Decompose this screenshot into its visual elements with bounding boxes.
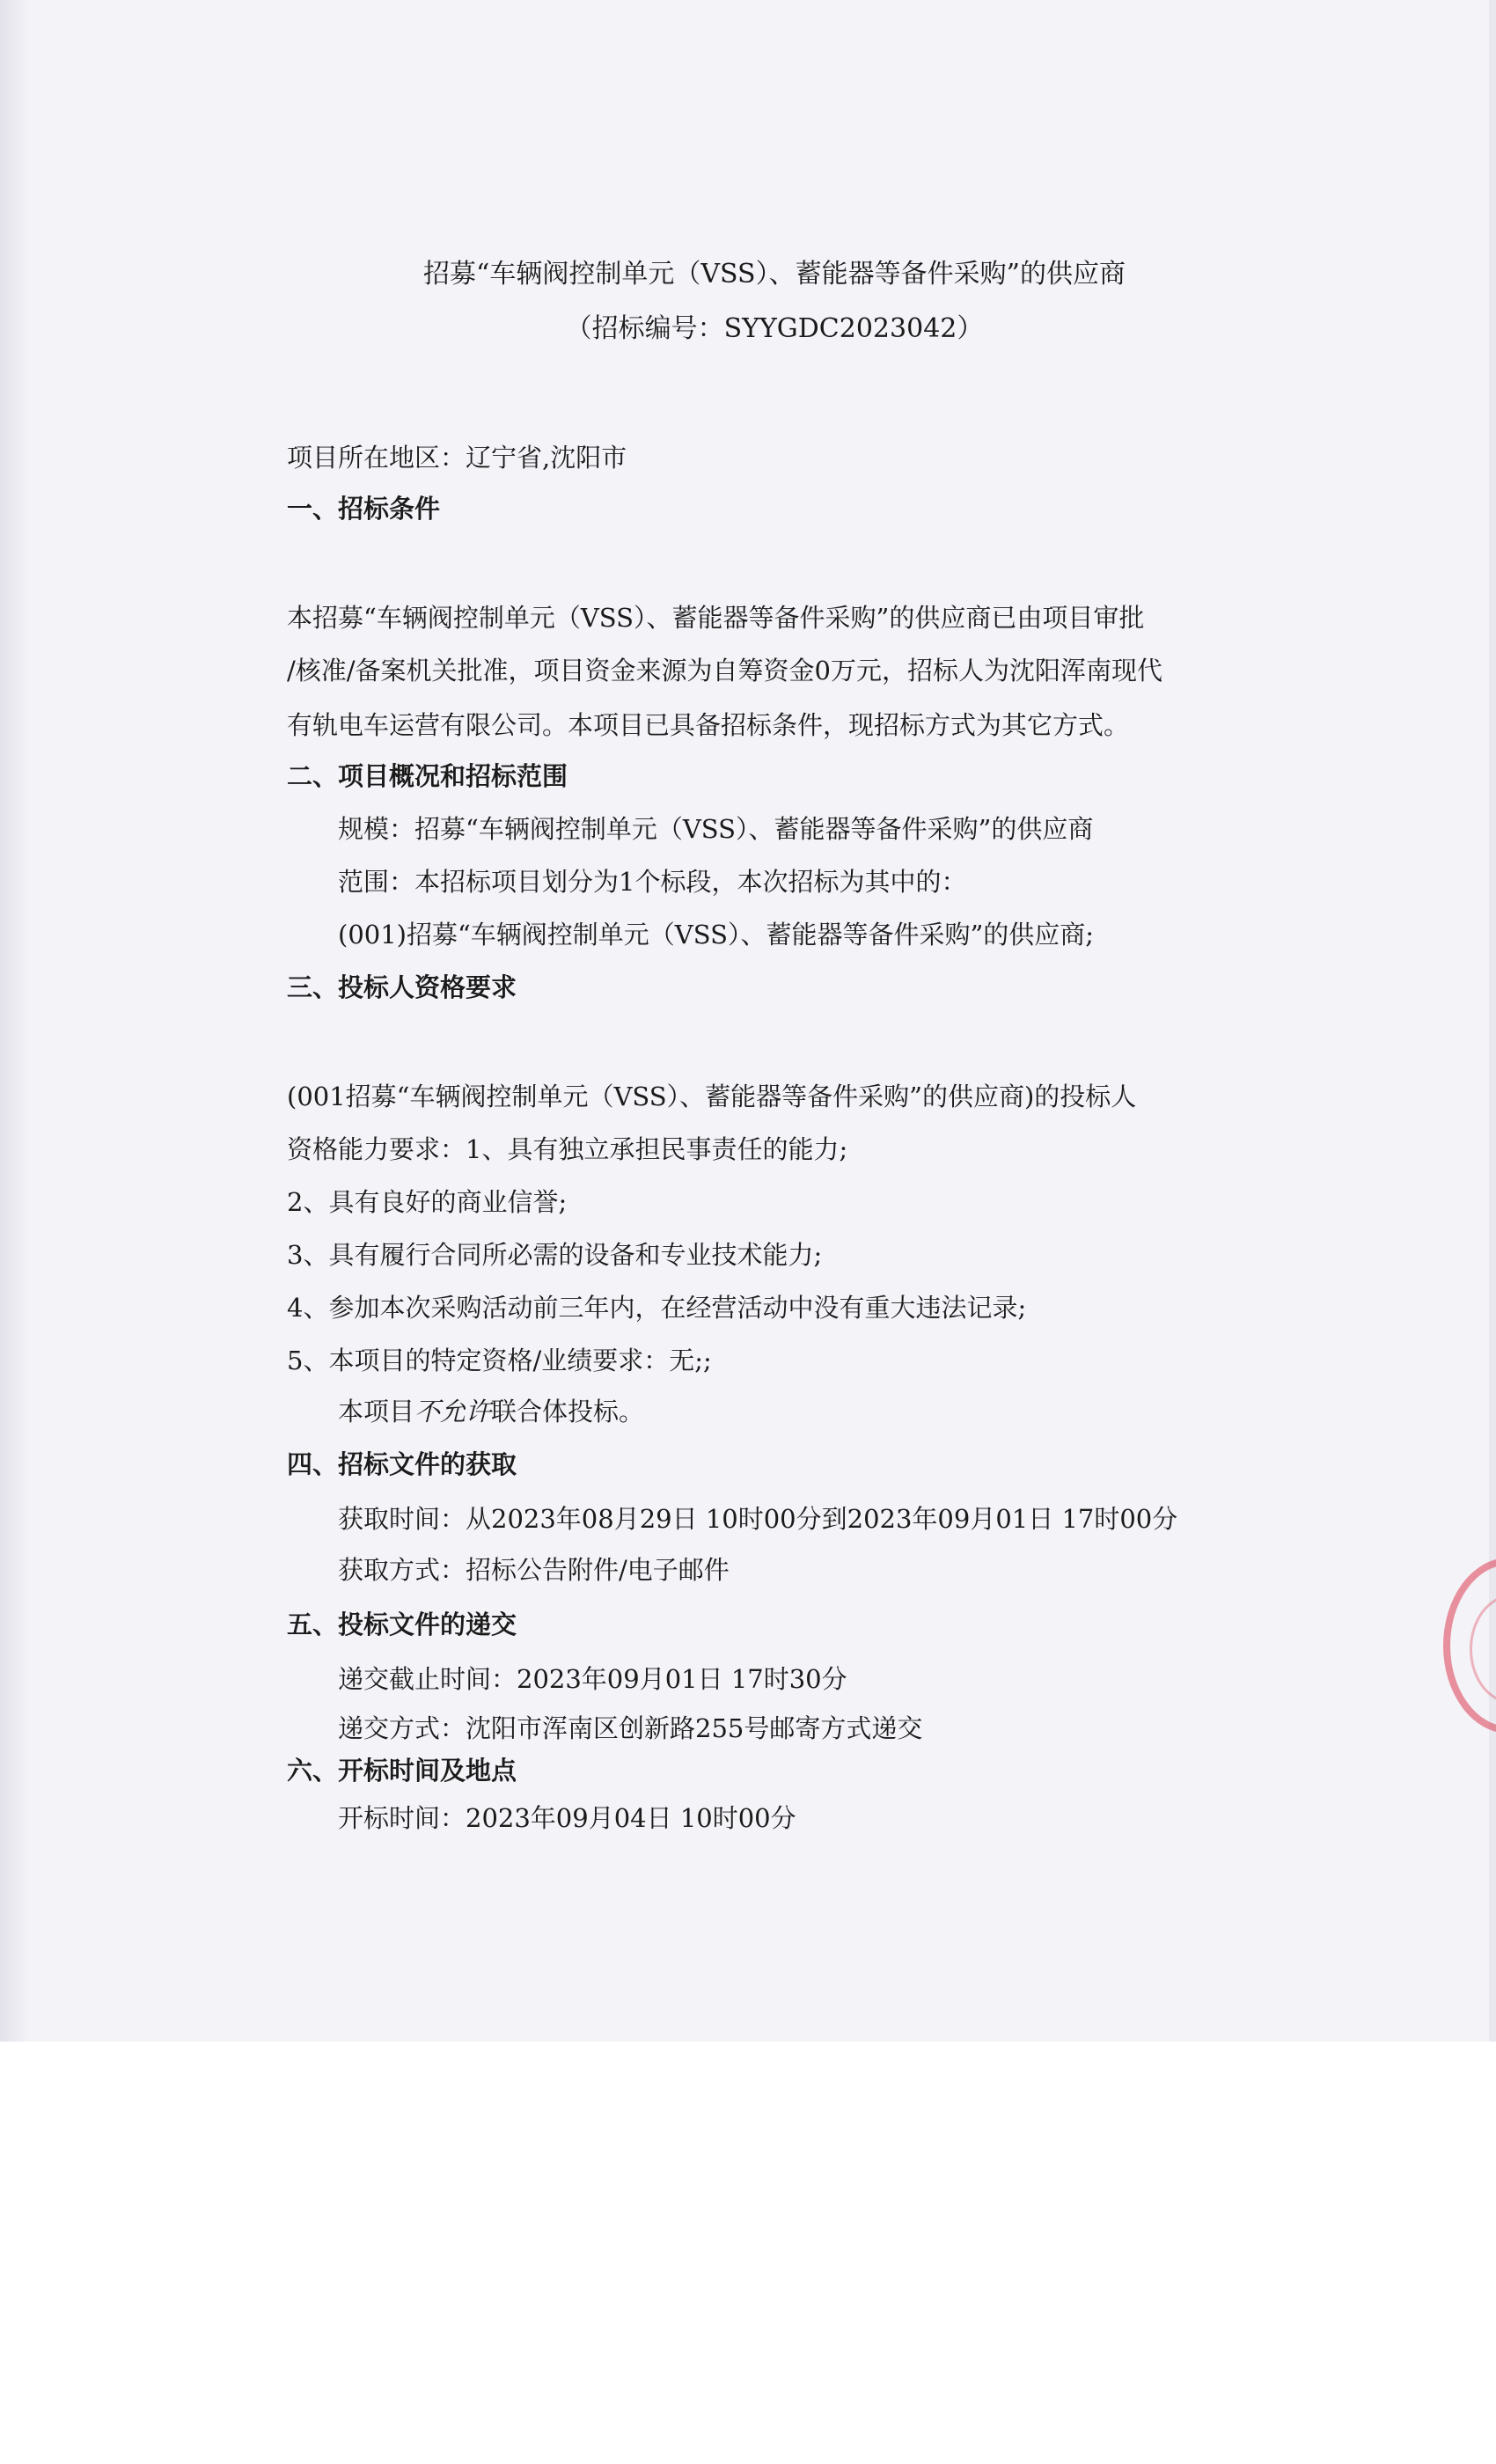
document-subtitle: （招标编号：SYYGDC2023042） — [565, 313, 984, 344]
scan-right-edge — [1489, 0, 1496, 2042]
scan-left-edge — [0, 0, 30, 2042]
project-scale: 规模：招募“车辆阀控制单元（VSS）、蓄能器等备件采购”的供应商 — [338, 814, 1094, 844]
red-seal-stamp — [1443, 1558, 1496, 1734]
section-2-heading: 二、项目概况和招标范围 — [287, 761, 568, 791]
joint-bidding-suffix: 联合体投标。 — [491, 1397, 645, 1426]
section-1-paragraph-line: 有轨电车运营有限公司。本项目已具备招标条件，现招标方式为其它方式。 — [287, 710, 1130, 740]
project-scope: 范围：本招标项目划分为1个标段，本次招标为其中的： — [338, 867, 967, 897]
section-6-heading: 六、开标时间及地点 — [287, 1756, 517, 1786]
joint-bidding-note — [338, 1394, 644, 1429]
joint-bidding-emphasis: 不允许 — [414, 1397, 492, 1426]
section-1-paragraph-line: /核准/备案机关批准，项目资金来源为自筹资金0万元，招标人为沈阳浑南现代 — [287, 656, 1162, 686]
qualification-intro-line: 资格能力要求：1、具有独立承担民事责任的能力; — [287, 1134, 848, 1164]
section-4-heading: 四、招标文件的获取 — [287, 1449, 517, 1479]
section-3-heading: 三、投标人资格要求 — [287, 972, 517, 1002]
qualification-item: 2、具有良好的商业信誉; — [287, 1187, 568, 1217]
qualification-item: 4、参加本次采购活动前三年内，在经营活动中没有重大违法记录; — [287, 1293, 1027, 1323]
bid-opening-time: 开标时间：2023年09月04日 10时00分 — [338, 1803, 796, 1833]
document-acquisition-time: 获取时间：从2023年08月29日 10时00分到2023年09月01日 17时00分 — [338, 1504, 1178, 1534]
submission-method: 递交方式：沈阳市浑南区创新路255号邮寄方式递交 — [338, 1713, 923, 1743]
document-title: 招募“车辆阀控制单元（VSS）、蓄能器等备件采购”的供应商 — [423, 259, 1126, 290]
project-location: 项目所在地区：辽宁省,沈阳市 — [287, 443, 627, 473]
section-5-heading: 五、投标文件的递交 — [287, 1610, 517, 1639]
project-lot: (001)招募“车辆阀控制单元（VSS）、蓄能器等备件采购”的供应商; — [338, 920, 1095, 950]
qualification-item: 5、本项目的特定资格/业绩要求：无;; — [287, 1346, 712, 1375]
submission-deadline: 递交截止时间：2023年09月01日 17时30分 — [338, 1664, 847, 1694]
document-acquisition-method: 获取方式：招标公告附件/电子邮件 — [338, 1555, 730, 1585]
joint-bidding-prefix: 本项目 — [338, 1397, 415, 1426]
section-1-paragraph-line: 本招募“车辆阀控制单元（VSS）、蓄能器等备件采购”的供应商已由项目审批 — [287, 603, 1145, 633]
red-seal-inner-ring — [1470, 1595, 1496, 1704]
qualification-item: 3、具有履行合同所必需的设备和专业技术能力; — [287, 1240, 823, 1270]
section-1-heading: 一、招标条件 — [287, 494, 441, 524]
qualification-intro-line: (001招募“车辆阀控制单元（VSS）、蓄能器等备件采购”的供应商)的投标人 — [287, 1082, 1137, 1111]
